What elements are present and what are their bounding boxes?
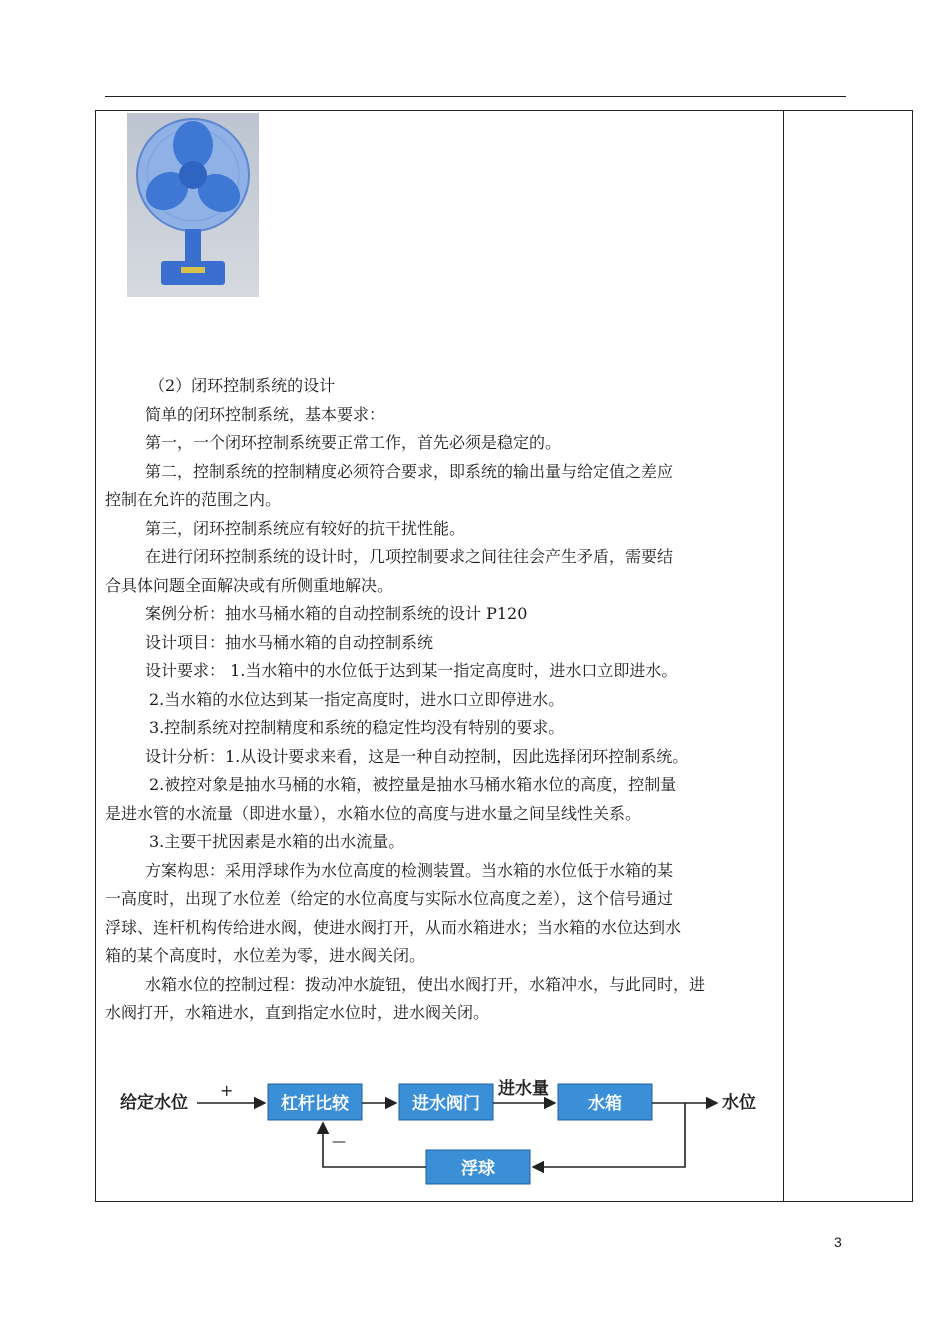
desk-fan-photo — [127, 113, 259, 297]
paragraph: 在进行闭环控制系统的设计时，几项控制要求之间往往会产生矛盾，需要结 — [145, 547, 674, 566]
output-label: 水位 — [722, 1093, 756, 1113]
paragraph: 第一，一个闭环控制系统要正常工作，首先必须是稳定的。 — [145, 433, 562, 452]
paragraph: 合具体问题全面解决或有所侧重地解决。 — [105, 575, 394, 595]
input-label: 给定水位 — [120, 1093, 188, 1113]
paragraph: 方案构思：采用浮球作为水位高度的检测装置。当水箱的水位低于水箱的某 — [145, 860, 674, 880]
block-lever-compare-label: 杠杆比较 — [281, 1094, 349, 1114]
header-rule — [105, 96, 846, 97]
paragraph: 3.控制系统对控制精度和系统的稳定性均没有特别的要求。 — [149, 718, 565, 737]
minus-sign: — — [332, 1134, 346, 1150]
paragraph: 浮球、连杆机构传给进水阀，使进水阀打开，从而水箱进水；当水箱的水位达到水 — [105, 917, 682, 937]
paragraph: 3.主要干扰因素是水箱的出水流量。 — [149, 832, 405, 851]
paragraph: 设计项目：抽水马桶水箱的自动控制系统 — [145, 632, 434, 652]
section-heading: （2）闭环控制系统的设计 — [149, 376, 336, 395]
block-float-ball-label: 浮球 — [461, 1159, 495, 1179]
paragraph: 案例分析：抽水马桶水箱的自动控制系统的设计 P120 — [145, 604, 528, 623]
paragraph: 2.当水箱的水位达到某一指定高度时，进水口立即停进水。 — [149, 689, 565, 709]
paragraph: 第三，闭环控制系统应有较好的抗干扰性能。 — [145, 518, 466, 538]
plus-sign: + — [220, 1081, 234, 1100]
paragraph: 简单的闭环控制系统，基本要求： — [145, 404, 386, 424]
page-number: 3 — [834, 1234, 842, 1250]
paragraph: 设计分析：1.从设计要求来看，这是一种自动控制，因此选择闭环控制系统。 — [145, 746, 689, 766]
paragraph: 水阀打开，水箱进水，直到指定水位时，进水阀关闭。 — [105, 1003, 490, 1022]
block-inlet-valve-label: 进水阀门 — [412, 1094, 480, 1114]
paragraph: 一高度时，出现了水位差（给定的水位高度与实际水位高度之差），这个信号通过 — [105, 889, 674, 908]
paragraph: 箱的某个高度时，水位差为零，进水阀关闭。 — [105, 946, 426, 965]
paragraph: 水箱水位的控制过程：拨动冲水旋钮，使出水阀打开，水箱冲水，与此同时，进 — [145, 974, 706, 994]
paragraph: 第二，控制系统的控制精度必须符合要求，即系统的输出量与给定值之差应 — [145, 461, 674, 481]
flow-label: 进水量 — [498, 1079, 549, 1099]
table-column-divider — [783, 110, 784, 1202]
control-block-diagram — [105, 1072, 775, 1202]
body-text — [105, 372, 775, 1028]
paragraph: 设计要求： 1.当水箱中的水位低于达到某一指定高度时，进水口立即进水。 — [145, 661, 678, 680]
paragraph: 是进水管的水流量（即进水量），水箱水位的高度与进水量之间呈线性关系。 — [105, 803, 642, 823]
paragraph: 2.被控对象是抽水马桶的水箱，被控量是抽水马桶水箱水位的高度，控制量 — [149, 775, 677, 794]
block-water-tank-label: 水箱 — [588, 1094, 622, 1114]
paragraph: 控制在允许的范围之内。 — [105, 490, 282, 509]
